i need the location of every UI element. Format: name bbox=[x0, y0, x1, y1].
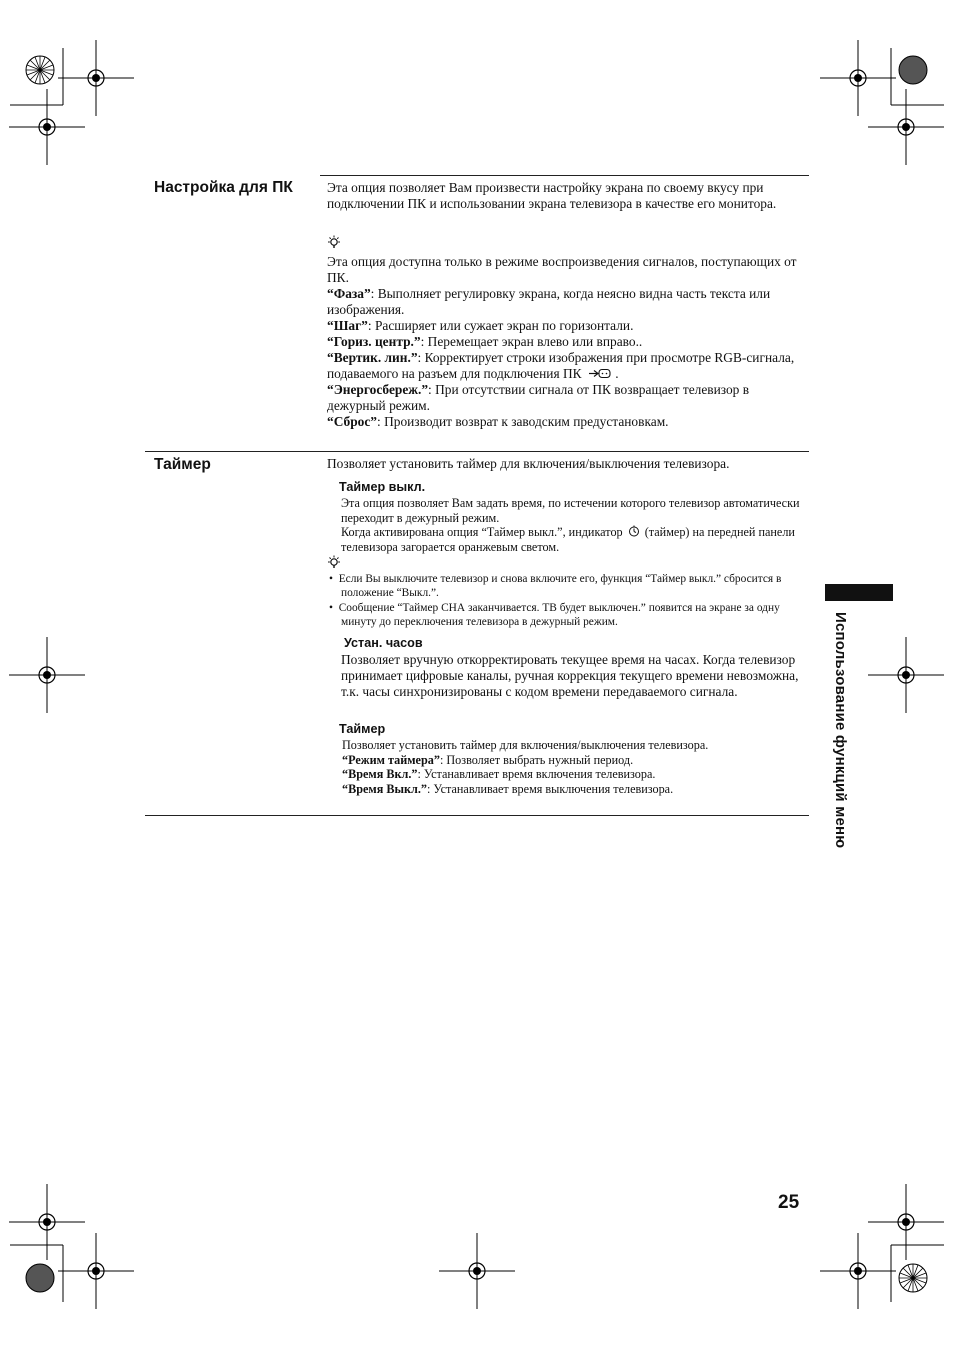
timer-intro: Позволяет установить таймер для включения/выключения телевизора. bbox=[327, 456, 730, 471]
pc-tip-text: Эта опция доступна только в режиме воспроизведения сигналов, поступающих от ПК. bbox=[327, 254, 797, 285]
timer-item-off: “Время Выкл.”: Устанавливает время выключения телевизора. bbox=[342, 781, 674, 796]
sleep-timer-heading: Таймер выкл. bbox=[339, 480, 426, 494]
sleep-timer-p1: Эта опция позволяет Вам задать время, по истечении которого телевизор автоматически переходит в дежурный режим. bbox=[341, 496, 800, 525]
pc-input-icon bbox=[588, 368, 612, 379]
clock-set-text: Позволяет вручную откорректировать текущее время на часах. Когда телевизор принимает цифровые каналы, ручная коррекция текущего времени невозможна, т.к. часы синхронизированы с кодом времени передаваемого сигнала. bbox=[341, 652, 799, 699]
table-mid-rule bbox=[145, 451, 809, 452]
tip-icon bbox=[327, 555, 341, 569]
pc-details bbox=[327, 254, 811, 430]
clock-set-heading: Устан. часов bbox=[344, 636, 423, 650]
timer-sub-heading: Таймер bbox=[339, 722, 386, 736]
sleep-timer-notes bbox=[329, 572, 809, 629]
section-title-pc: Настройка для ПК bbox=[154, 179, 293, 196]
pc-item-phase: “Фаза”: Выполняет регулировку экрана, когда неясно видна часть текста или изображения. bbox=[327, 286, 771, 317]
sleep-timer-body bbox=[341, 496, 811, 554]
table-bottom-rule bbox=[145, 815, 809, 816]
page-number: 25 bbox=[778, 1192, 800, 1213]
pc-section-body bbox=[327, 180, 811, 212]
pc-item-powersave: “Энергосбереж.”: При отсутствии сигнала от ПК возвращает телевизор в дежурный режим. bbox=[327, 382, 750, 413]
pc-item-vline: “Вертик. лин.”: Корректирует строки изображения при просмотре RGB-сигнала, подаваемого на разъем для подключения ПК . bbox=[327, 350, 795, 381]
pc-item-pitch: “Шаг”: Расширяет или сужает экран по горизонтали. bbox=[327, 318, 634, 333]
chapter-tab bbox=[825, 584, 893, 601]
timer-item-mode: “Режим таймера”: Позволяет выбрать нужный период. bbox=[342, 752, 634, 767]
timer-sub-intro: Позволяет установить таймер для включения/выключения телевизора. bbox=[342, 738, 709, 752]
chapter-side-label: Использование функций меню bbox=[832, 612, 849, 849]
list-item: • Если Вы выключите телевизор и снова включите его, функция “Таймер выкл.” сбросится в положение “Выкл.”. bbox=[329, 573, 782, 600]
tip-icon bbox=[327, 235, 341, 249]
table-top-rule bbox=[320, 175, 809, 176]
pc-item-hcenter: “Гориз. центр.”: Перемещает экран влево или вправо.. bbox=[327, 334, 643, 349]
section-title-timer: Таймер bbox=[154, 456, 211, 473]
list-item: • Сообщение “Таймер СНА заканчивается. ТВ будет выключен.” появится на экране за одну минуту до переключения телевизора в дежурный режим. bbox=[329, 601, 780, 628]
pc-item-reset: “Сброс”: Производит возврат к заводским предустановкам. bbox=[327, 414, 669, 429]
pc-intro: Эта опция позволяет Вам произвести настройку экрана по своему вкусу при подключении ПК и использовании экрана телевизора в качестве его монитора. bbox=[327, 180, 777, 211]
sleep-timer-p2: Когда активирована опция “Таймер выкл.”, индикатор (таймер) на передней панели телевизора загорается оранжевым светом. bbox=[341, 525, 795, 554]
timer-sub-body bbox=[342, 738, 812, 796]
timer-item-on: “Время Вкл.”: Устанавливает время включения телевизора. bbox=[342, 767, 656, 781]
timer-indicator-icon bbox=[628, 525, 640, 537]
